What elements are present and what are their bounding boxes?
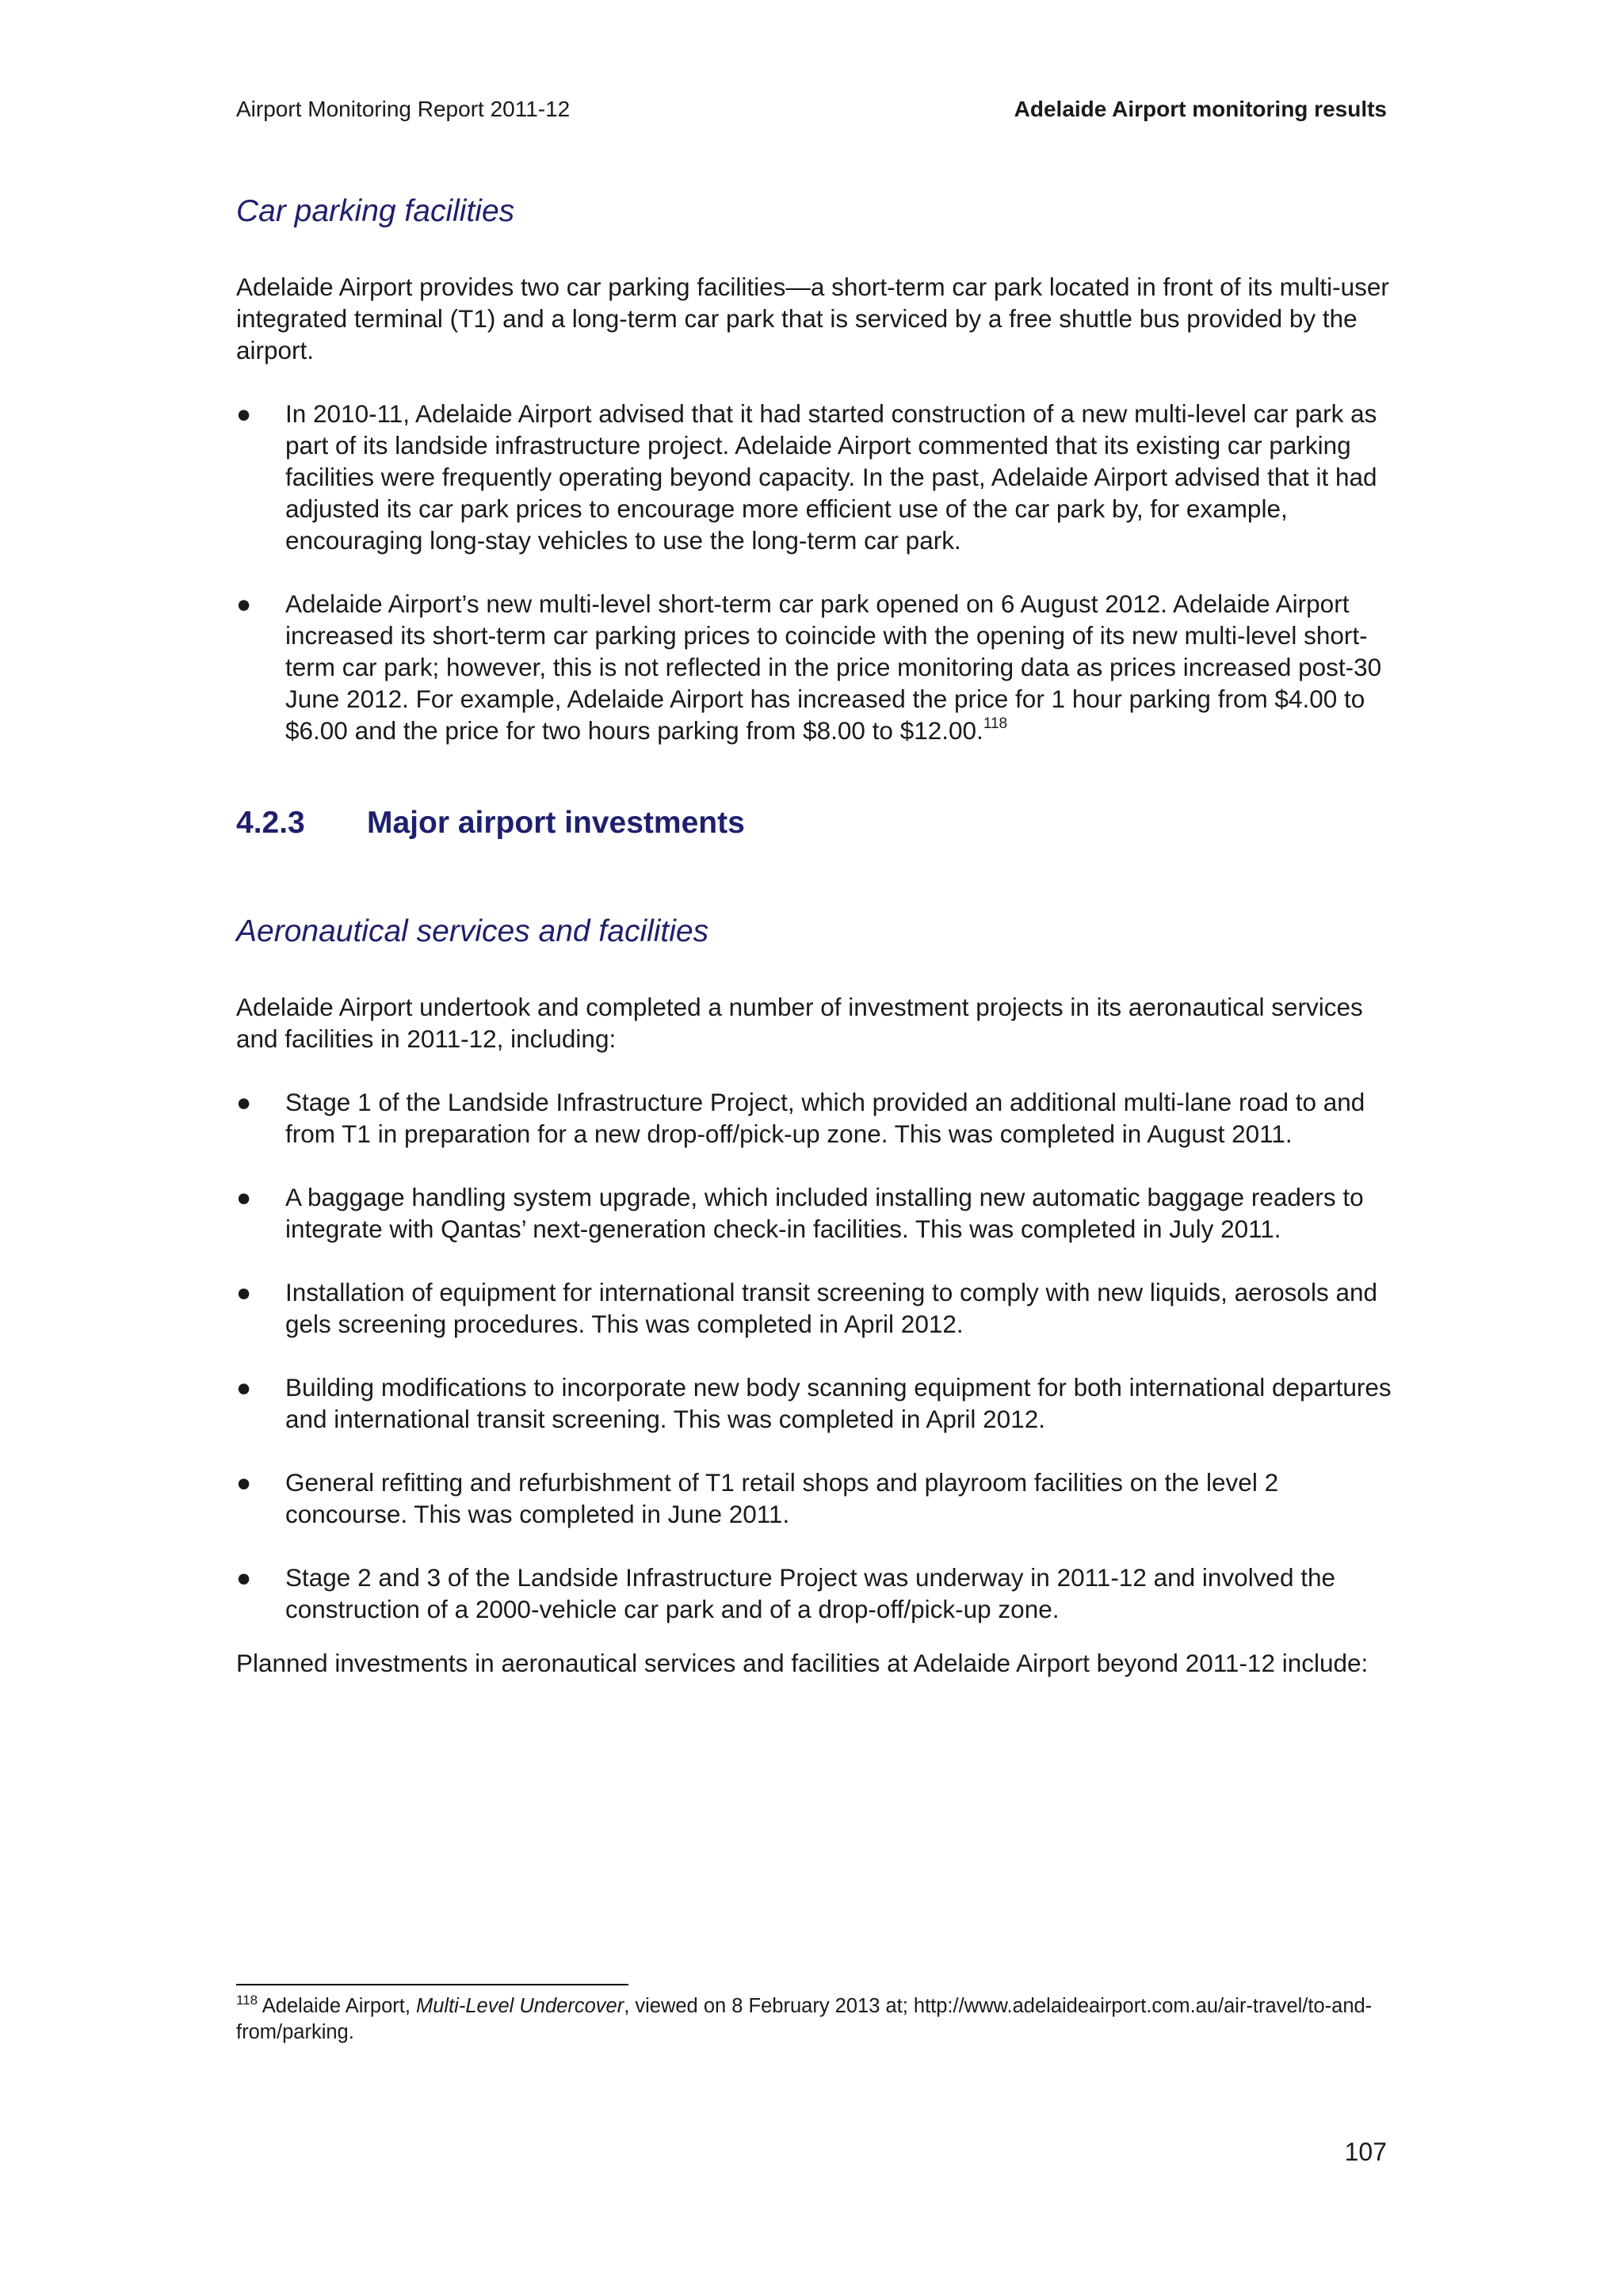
section-title: Major airport investments xyxy=(367,806,745,840)
list-item-text: Adelaide Airport’s new multi-level short-term car park opened on 6 August 2012. Adelaide Airport increased its short-term car parking prices to coincide with the opening of its new multi-level short-term car park; however, this is not reflected in the price monitoring data as prices increased post-30 June 2012. For example, Adelaide Airport has increased the price for 1 hour parking from $4.00 to $6.00 and the price for two hours parking from $8.00 to $12.00. xyxy=(285,589,1382,745)
list-item-text: A baggage handling system upgrade, which included installing new automatic baggage readers to integrate with Qantas’ next-generation check-in facilities. This was completed in July 2011. xyxy=(285,1183,1364,1243)
list-item-text: Building modifications to incorporate new body scanning equipment for both international departures and international transit screening. This was completed in April 2012. xyxy=(285,1373,1392,1433)
aeronautical-intro: Adelaide Airport undertook and completed a number of investment projects in its aeronautical services and facilities in 2011-12, including: xyxy=(236,993,1363,1053)
footnote-number: 118 xyxy=(236,1993,258,2008)
page-number: 107 xyxy=(1344,2138,1387,2166)
car-parking-intro: Adelaide Airport provides two car parking facilities—a short-term car park located in front of its multi-user integrated terminal (T1) and a long-term car park that is serviced by a free shuttle bus provided by the airport. xyxy=(236,273,1389,364)
aeronautical-list xyxy=(236,1086,1393,1625)
list-item xyxy=(236,398,1393,556)
running-header-section: Adelaide Airport monitoring results xyxy=(1014,97,1387,121)
footnote-divider xyxy=(236,1984,628,1985)
footnote-reference[interactable]: 118 xyxy=(983,715,1008,732)
car-parking-list xyxy=(236,398,1393,746)
section-number: 4.2.3 xyxy=(236,806,305,840)
list-item-text: Stage 2 and 3 of the Landside Infrastructure Project was underway in 2011-12 and involved the construction of a 2000-vehicle car park and of a drop-off/pick-up zone. xyxy=(285,1563,1336,1623)
bullet-icon: ● xyxy=(236,589,252,618)
footnote-suffix[interactable]: , viewed on 8 February 2013 at; http://www.adelaideairport.com.au/air-travel/to-and-from/parking. xyxy=(236,1995,1373,2043)
list-item xyxy=(236,1086,1393,1150)
aeronautical-closing: Planned investments in aeronautical services and facilities at Adelaide Airport beyond 2011-12 include: xyxy=(236,1649,1369,1677)
bullet-icon: ● xyxy=(236,1088,252,1116)
aeronautical-heading: Aeronautical services and facilities xyxy=(236,914,709,948)
list-item-text: Stage 1 of the Landside Infrastructure Project, which provided an additional multi-lane road to and from T1 in preparation for a new drop-off/pick-up zone. This was completed in August 2011. xyxy=(285,1088,1365,1148)
footnote-prefix: Adelaide Airport, xyxy=(262,1995,416,2017)
bullet-icon: ● xyxy=(236,1468,252,1497)
section-heading xyxy=(236,806,1393,841)
bullet-icon: ● xyxy=(236,399,252,428)
bullet-icon: ● xyxy=(236,1563,252,1592)
list-item xyxy=(236,1276,1393,1340)
list-item-text: General refitting and refurbishment of T1 retail shops and playroom facilities on the level 2 concourse. This was completed in June 2011. xyxy=(285,1468,1279,1528)
list-item xyxy=(236,588,1393,746)
running-header-title: Airport Monitoring Report 2011-12 xyxy=(236,97,571,121)
bullet-icon: ● xyxy=(236,1183,252,1211)
footnote xyxy=(236,1993,1377,2046)
list-item xyxy=(236,1562,1393,1625)
main-content xyxy=(236,194,1393,1711)
bullet-icon: ● xyxy=(236,1278,252,1306)
bullet-icon: ● xyxy=(236,1373,252,1402)
footnote-title: Multi-Level Undercover xyxy=(416,1995,624,2017)
list-item-text: In 2010-11, Adelaide Airport advised that it had started construction of a new multi-level car park as part of its landside infrastructure project. Adelaide Airport commented that its existing car parking facilities were frequently operating beyond capacity. In the past, Adelaide Airport advised that it had adjusted its car park prices to encourage more efficient use of the car park by, for example, encouraging long-stay vehicles to use the long-term car park. xyxy=(285,399,1377,555)
list-item-text: Installation of equipment for international transit screening to comply with new liquids, aerosols and gels screening procedures. This was completed in April 2012. xyxy=(285,1278,1378,1338)
list-item xyxy=(236,1466,1393,1530)
list-item xyxy=(236,1371,1393,1435)
list-item xyxy=(236,1181,1393,1245)
car-parking-heading: Car parking facilities xyxy=(236,194,515,228)
